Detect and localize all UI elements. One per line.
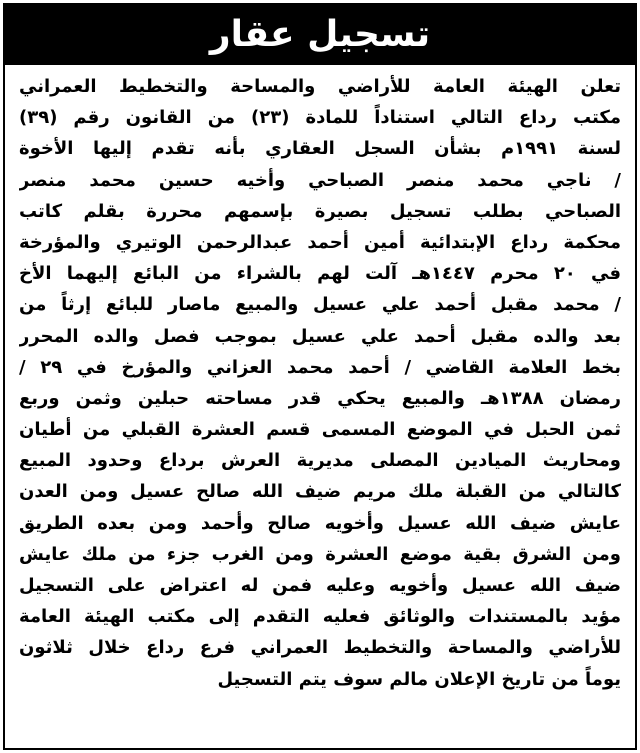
property-registration-notice	[3, 3, 637, 750]
body-line: مؤيد بالمستندات والوثائق فعليه التقدم إلى مكتب الهيئة العامة	[19, 606, 621, 628]
body-line: محكمة رداع الإبتدائية أمين أحمد عبدالرحمن الوتيري والمؤرخة	[19, 231, 621, 253]
body-line: ضيف الله عسيل وأخويه وعليه فمن له اعتراض على التسجيل	[19, 575, 621, 596]
notice-title: تسجيل عقار	[209, 14, 431, 55]
body-line: عايش ضيف الله عسيل وأخويه صالح وأحمد ومن بعده الطريق	[19, 512, 621, 534]
body-line: بخط العلامة القاضي / أحمد محمد العزاني والمؤرخ في ٢٩ /	[19, 356, 621, 378]
body-line: رمضان ١٣٨٨هـ والمبيع يحكي قدر مساحته حبلين وثمن وربع	[19, 387, 621, 409]
body-line-last: يوماً من تاريخ الإعلان مالم سوف يتم التسجيل	[217, 668, 621, 690]
body-line: الصباحي بطلب تسجيل بصيرة بإسمهم محررة بقلم كاتب	[19, 200, 621, 222]
body-line: للأراضي والمساحة والتخطيط العمراني فرع رداع خلال ثلاثون	[19, 637, 621, 659]
body-line: ومن الشرق بقية موضع العشرة ومن الغرب جزء من ملك عايش	[19, 543, 621, 565]
body-line: مكتب رداع التالي استناداً للمادة (٢٣) من القانون رقم (٣٩)	[19, 107, 621, 129]
body-line: / ناجي محمد منصر الصباحي وأخيه حسين محمد منصر	[19, 169, 621, 191]
body-line: كالتالي من القبلة ملك مريم ضيف الله صالح عسيل ومن العدن	[19, 481, 621, 503]
body-line: ثمن الحبل في الموضع المسمى قسم العشرة القبلي من أطيان	[19, 419, 621, 441]
body-line: لسنة ١٩٩١م بشأن السجل العقاري بأنه تقدم إليها الأخوة	[19, 138, 621, 160]
body-line: / محمد مقبل أحمد علي عسيل والمبيع ماصار للبائع إرثاً من	[19, 294, 621, 316]
notice-body	[19, 71, 621, 695]
title-band	[5, 5, 635, 65]
body-line: بعد والده مقبل أحمد علي عسيل بموجب فصل والده المحرر	[19, 325, 621, 347]
body-line: في ٢٠ محرم ١٤٤٧هـ آلت لهم بالشراء من البائع إليهما الأخ	[19, 263, 621, 285]
body-line: ومحاريث الميادين المصلى مديرية العرش برداع وحدود المبيع	[19, 450, 621, 472]
body-line: تعلن الهيئة العامة للأراضي والمساحة والتخطيط العمراني	[19, 76, 621, 97]
